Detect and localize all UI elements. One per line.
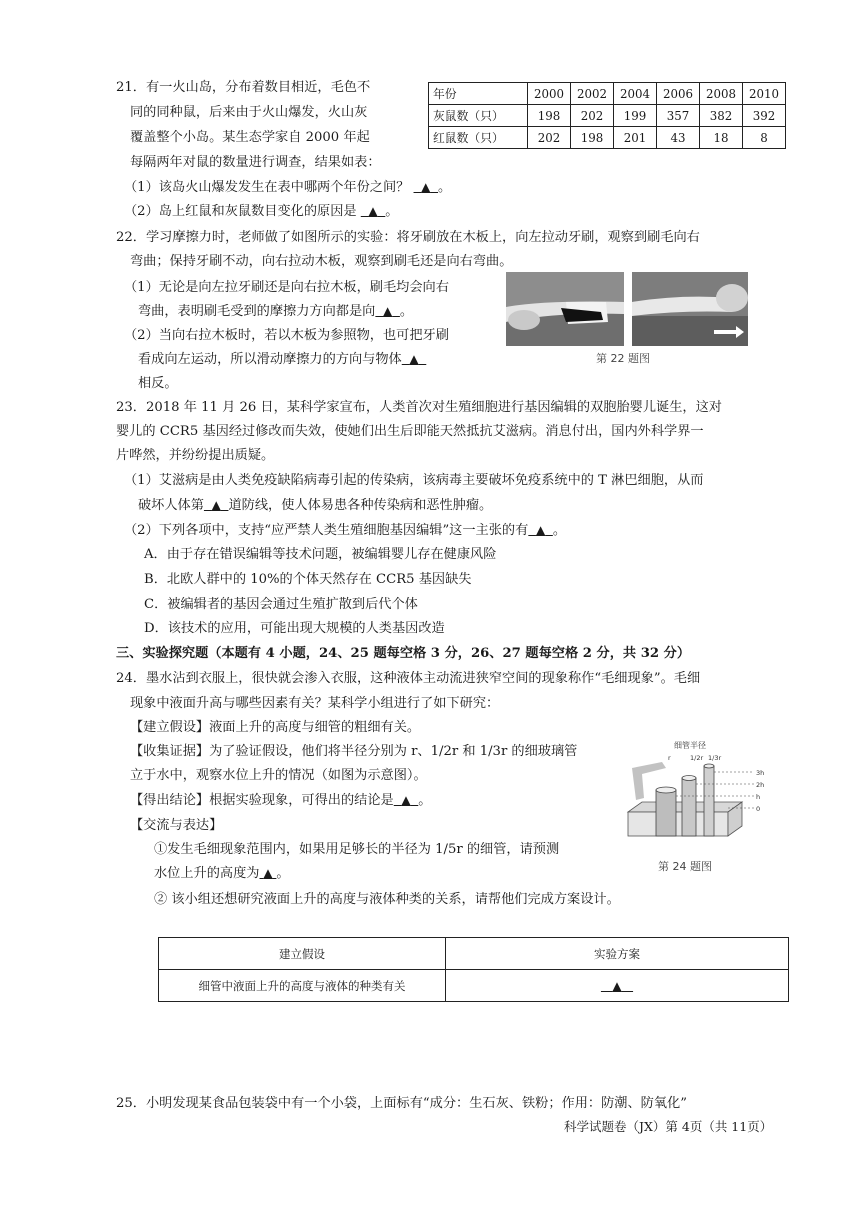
blank-mark: ▲ xyxy=(263,866,273,880)
q24-plan-table xyxy=(158,937,789,1002)
blank-mark: ▲ xyxy=(383,304,393,318)
period: 。 xyxy=(418,793,432,808)
table-cell: 2000 xyxy=(528,83,571,105)
capillary-tube-figure xyxy=(622,738,770,844)
q24-hypothesis: 【建立假设】液面上升的高度与细管的粗细有关。 xyxy=(130,720,421,735)
blank-mark: ▲ xyxy=(401,793,411,807)
level-2h: 2h xyxy=(756,781,765,789)
table-header: 灰鼠数（只） xyxy=(429,105,528,127)
option-a: A．由于存在错误编辑等技术问题，被编辑婴儿存在健康风险 xyxy=(144,547,497,562)
q21-sub1-text: （1）该岛火山爆发发生在表中哪两个年份之间？ xyxy=(124,180,410,195)
table-row xyxy=(429,127,786,149)
table-cell: 202 xyxy=(571,105,614,127)
table-cell: 357 xyxy=(657,105,700,127)
q21-line-4: 每隔两年对鼠的数量进行调查，结果如表： xyxy=(130,155,381,170)
q24-c1a: ①发生毛细现象范围内，如果用足够长的半径为 1/5r 的细管，请预测 xyxy=(154,842,560,857)
radius-label-r: r xyxy=(668,754,671,762)
figure-24-caption: 第 24 题图 xyxy=(658,860,712,873)
blank-mark: ▲ xyxy=(409,352,419,366)
table-cell: 18 xyxy=(700,127,743,149)
table-cell: 198 xyxy=(571,127,614,149)
table-cell: 43 xyxy=(657,127,700,149)
q23-line-2: 婴儿的 CCR5 基因经过修改而失效，使她们出生后即能天然抵抗艾滋病。消息付出，国内外科学界一 xyxy=(116,424,704,439)
table-row xyxy=(429,105,786,127)
table-header: 实验方案 xyxy=(446,938,789,970)
answer-blank[interactable] xyxy=(402,352,427,366)
q24-conclusion-text: 【得出结论】根据实验现象，可得出的结论是 xyxy=(130,793,394,808)
table-cell: 199 xyxy=(614,105,657,127)
q24-c1b xyxy=(154,864,290,883)
toothbrush-photo-left xyxy=(506,272,624,346)
table-header: 年份 xyxy=(429,83,528,105)
q22-sub1a: （1）无论是向左拉牙刷还是向右拉木板，刷毛均会向右 xyxy=(124,280,449,295)
period: 。 xyxy=(399,304,414,319)
table-header: 建立假设 xyxy=(159,938,446,970)
q24-c1b-text: 水位上升的高度为 xyxy=(154,866,260,881)
q23-sub1b-post: 道防线，使人体易患各种传染病和恶性肿瘤。 xyxy=(228,498,493,513)
q22-line-2: 弯曲；保持牙刷不动，向右拉动木板，观察到刷毛还是向右弯曲。 xyxy=(130,254,513,269)
blank-mark: ▲ xyxy=(612,978,622,993)
table-cell: 2004 xyxy=(614,83,657,105)
table-cell: 198 xyxy=(528,105,571,127)
q22-sub2b xyxy=(138,350,426,369)
period: 。 xyxy=(385,204,399,219)
q23-sub2-text: （2）下列各项中，支持“应严禁人类生殖细胞基因编辑”这一主张的有 xyxy=(124,523,529,538)
table-header: 红鼠数（只） xyxy=(429,127,528,149)
option-b: B．北欧人群中的 10%的个体天然存在 CCR5 基因缺失 xyxy=(144,572,472,587)
table-cell: 2006 xyxy=(657,83,700,105)
q22-sub2c: 相反。 xyxy=(138,376,178,391)
q24-exchange: 【交流与表达】 xyxy=(130,818,223,833)
q24-line-1: 24．墨水沾到衣服上，很快就会渗入衣服，这种液体主动流进狭窄空间的现象称作“毛细现象”。毛细 xyxy=(116,671,701,686)
answer-blank[interactable] xyxy=(414,180,439,194)
answer-blank[interactable] xyxy=(528,523,553,537)
answer-blank[interactable] xyxy=(260,866,277,880)
answer-blank[interactable] xyxy=(361,204,386,218)
q24-conclusion xyxy=(130,791,431,810)
table-cell: 8 xyxy=(743,127,786,149)
period: 。 xyxy=(276,866,290,881)
table-cell: 2002 xyxy=(571,83,614,105)
blank-mark: ▲ xyxy=(421,180,431,194)
q23-sub2 xyxy=(124,521,566,540)
q25-line-1: 25．小明发现某食品包装袋中有一个小袋，上面标有“成分：生石灰、铁粉；作用：防潮、防氧化” xyxy=(116,1096,687,1111)
answer-blank[interactable] xyxy=(204,498,229,512)
level-h: h xyxy=(756,793,761,801)
q24-c2: ② 该小组还想研究液面上升的高度与液体种类的关系，请帮他们完成方案设计。 xyxy=(154,892,620,907)
q23-line-3: 片哗然，并纷纷提出质疑。 xyxy=(116,448,275,463)
figure-title: 细管半径 xyxy=(674,741,706,750)
table-cell xyxy=(446,970,789,1002)
option-c: C．被编辑者的基因会通过生殖扩散到后代个体 xyxy=(144,597,418,612)
table-cell: 202 xyxy=(528,127,571,149)
table-cell: 细管中液面上升的高度与液体的种类有关 xyxy=(159,970,446,1002)
q22-sub2b-text: 看成向左运动，所以滑动摩擦力的方向与物体 xyxy=(138,352,402,367)
figure-22-caption: 第 22 题图 xyxy=(596,352,650,365)
q23-sub1b xyxy=(138,496,492,515)
q22-line-1: 22．学习摩擦力时，老师做了如图所示的实验：将牙刷放在木板上，向左拉动牙刷，观察到刷毛向右 xyxy=(116,230,700,245)
table-row xyxy=(429,83,786,105)
level-0: 0 xyxy=(756,805,761,813)
section-3-heading: 三、实验探究题（本题有 4 小题，24、25 题每空格 3 分，26、27 题每空格 2 分，共 32 分） xyxy=(116,646,691,661)
blank-mark: ▲ xyxy=(368,204,378,218)
q21-sub1 xyxy=(124,178,451,197)
q22-sub1b xyxy=(138,302,413,321)
blank-mark: ▲ xyxy=(535,523,546,537)
q21-sub2-text: （2）岛上红鼠和灰鼠数目变化的原因是 xyxy=(124,204,357,219)
blank-mark: ▲ xyxy=(211,498,221,512)
period: 。 xyxy=(438,180,452,195)
q22-sub1b-text: 弯曲，表明刷毛受到的摩擦力方向都是向 xyxy=(138,304,376,319)
q24-evidence-1: 【收集证据】为了验证假设，他们将半径分别为 r、1/2r 和 1/3r 的细玻璃管 xyxy=(130,744,578,759)
radius-label-half: 1/2r xyxy=(690,754,704,762)
page-footer: 科学试题卷（JX）第 4页（共 11页） xyxy=(564,1119,773,1134)
table-cell: 382 xyxy=(700,105,743,127)
table-cell: 201 xyxy=(614,127,657,149)
q23-line-1: 23．2018 年 11 月 26 日，某科学家宣布，人类首次对生殖细胞进行基因编辑的双胞胎婴儿诞生，这对 xyxy=(116,400,722,415)
q24-line-2: 现象中液面升高与哪些因素有关？某科学小组进行了如下研究： xyxy=(130,696,500,711)
q21-line-2: 同的同种鼠，后来由于火山爆发，火山灰 xyxy=(130,105,368,120)
q23-sub1b-pre: 破坏人体第 xyxy=(138,498,204,513)
toothbrush-photo-right xyxy=(632,272,748,346)
table-row xyxy=(159,970,789,1002)
q21-table xyxy=(428,82,786,149)
table-row xyxy=(159,938,789,970)
radius-label-third: 1/3r xyxy=(708,754,722,762)
answer-blank[interactable] xyxy=(601,979,633,993)
level-3h: 3h xyxy=(756,769,765,777)
period: 。 xyxy=(552,523,567,538)
answer-blank[interactable] xyxy=(375,304,400,318)
answer-blank[interactable] xyxy=(394,793,419,807)
table-cell: 2008 xyxy=(700,83,743,105)
q21-sub2 xyxy=(124,202,398,221)
q21-line-1: 21．有一火山岛，分布着数目相近，毛色不 xyxy=(116,80,371,95)
table-cell: 2010 xyxy=(743,83,786,105)
table-cell: 392 xyxy=(743,105,786,127)
q24-evidence-2: 立于水中，观察水位上升的情况（如图为示意图）。 xyxy=(130,768,427,783)
option-d: D．该技术的应用，可能出现大规模的人类基因改造 xyxy=(144,621,445,636)
q21-line-3: 覆盖整个小岛。某生态学家自 2000 年起 xyxy=(130,130,370,145)
q23-sub1a: （1）艾滋病是由人类免疫缺陷病毒引起的传染病，该病毒主要破坏免疫系统中的 T 淋巴细胞，从而 xyxy=(124,473,704,488)
q22-sub2a: （2）当向右拉木板时，若以木板为参照物，也可把牙刷 xyxy=(124,328,449,343)
